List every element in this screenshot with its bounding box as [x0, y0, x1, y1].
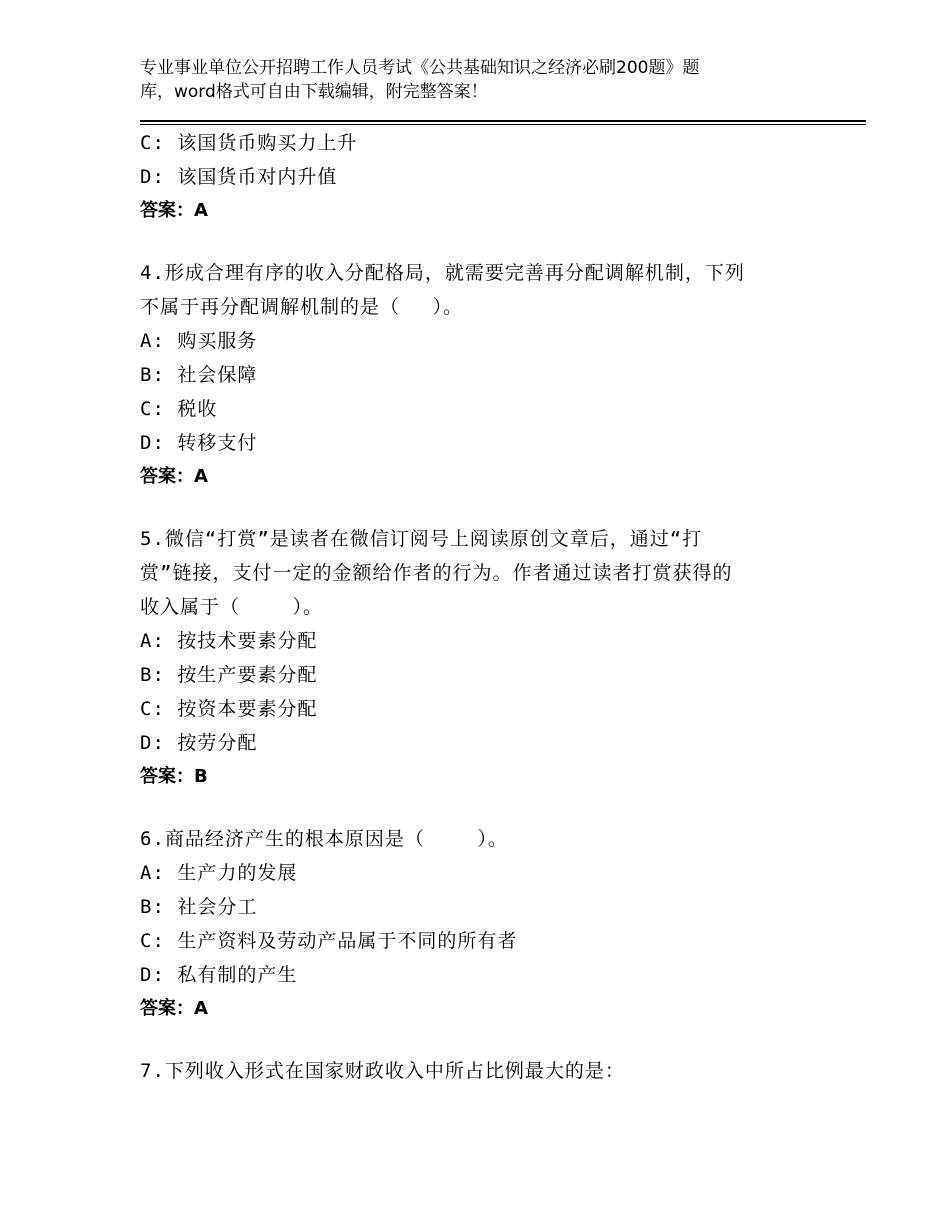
answer-label: 答案：A	[140, 466, 208, 487]
option-d: D: 按劳分配	[140, 732, 258, 754]
header-rule-thick	[140, 120, 866, 122]
option-a: A: 按技术要素分配	[140, 630, 318, 652]
option-d: D: 该国货币对内升值	[140, 166, 338, 188]
question-text	[140, 822, 840, 856]
question-list	[140, 126, 840, 1088]
answer-label: 答案：B	[140, 766, 208, 787]
question-line: 5.微信“打赏”是读者在微信订阅号上阅读原创文章后，通过“打	[140, 528, 703, 550]
option-d: D: 私有制的产生	[140, 964, 298, 986]
question-line: 7.下列收入形式在国家财政收入中所占比例最大的是：	[140, 1060, 625, 1082]
question-text	[140, 522, 840, 624]
option-d: D: 转移支付	[140, 432, 258, 454]
spacer	[140, 1026, 840, 1054]
spacer	[140, 494, 840, 522]
option-c: C: 按资本要素分配	[140, 698, 318, 720]
option-b: B: 社会分工	[140, 896, 258, 918]
option-a: A: 生产力的发展	[140, 862, 298, 884]
answer-label: 答案：A	[140, 998, 208, 1019]
option-a: A: 购买服务	[140, 330, 258, 352]
header-line-1: 专业事业单位公开招聘工作人员考试《公共基础知识之经济必刷200题》题	[140, 58, 700, 78]
question-line: 收入属于（ ）。	[140, 596, 323, 618]
question-text	[140, 1054, 840, 1088]
question-text	[140, 256, 840, 324]
option-c: C: 生产资料及劳动产品属于不同的所有者	[140, 930, 518, 952]
question-block-6	[140, 822, 840, 1026]
option-c: C: 税收	[140, 398, 218, 420]
option-b: B: 社会保障	[140, 364, 258, 386]
header-line-2: 库，word格式可自由下载编辑，附完整答案！	[140, 82, 488, 102]
option-b: B: 按生产要素分配	[140, 664, 318, 686]
question-block-7	[140, 1054, 840, 1088]
question-block-5	[140, 522, 840, 794]
header-rule-thin	[140, 124, 866, 125]
answer-label: 答案：A	[140, 200, 208, 221]
spacer	[140, 228, 840, 256]
question-line: 不属于再分配调解机制的是（ ）。	[140, 296, 463, 318]
question-line: 赏”链接，支付一定的金额给作者的行为。作者通过读者打赏获得的	[140, 562, 733, 584]
question-line: 4.形成合理有序的收入分配格局，就需要完善再分配调解机制，下列	[140, 262, 745, 284]
question-block-4	[140, 256, 840, 494]
question-block-3	[140, 126, 840, 228]
document-header	[140, 56, 780, 104]
question-line: 6.商品经济产生的根本原因是（ ）。	[140, 828, 508, 850]
option-c: C: 该国货币购买力上升	[140, 132, 358, 154]
spacer	[140, 794, 840, 822]
